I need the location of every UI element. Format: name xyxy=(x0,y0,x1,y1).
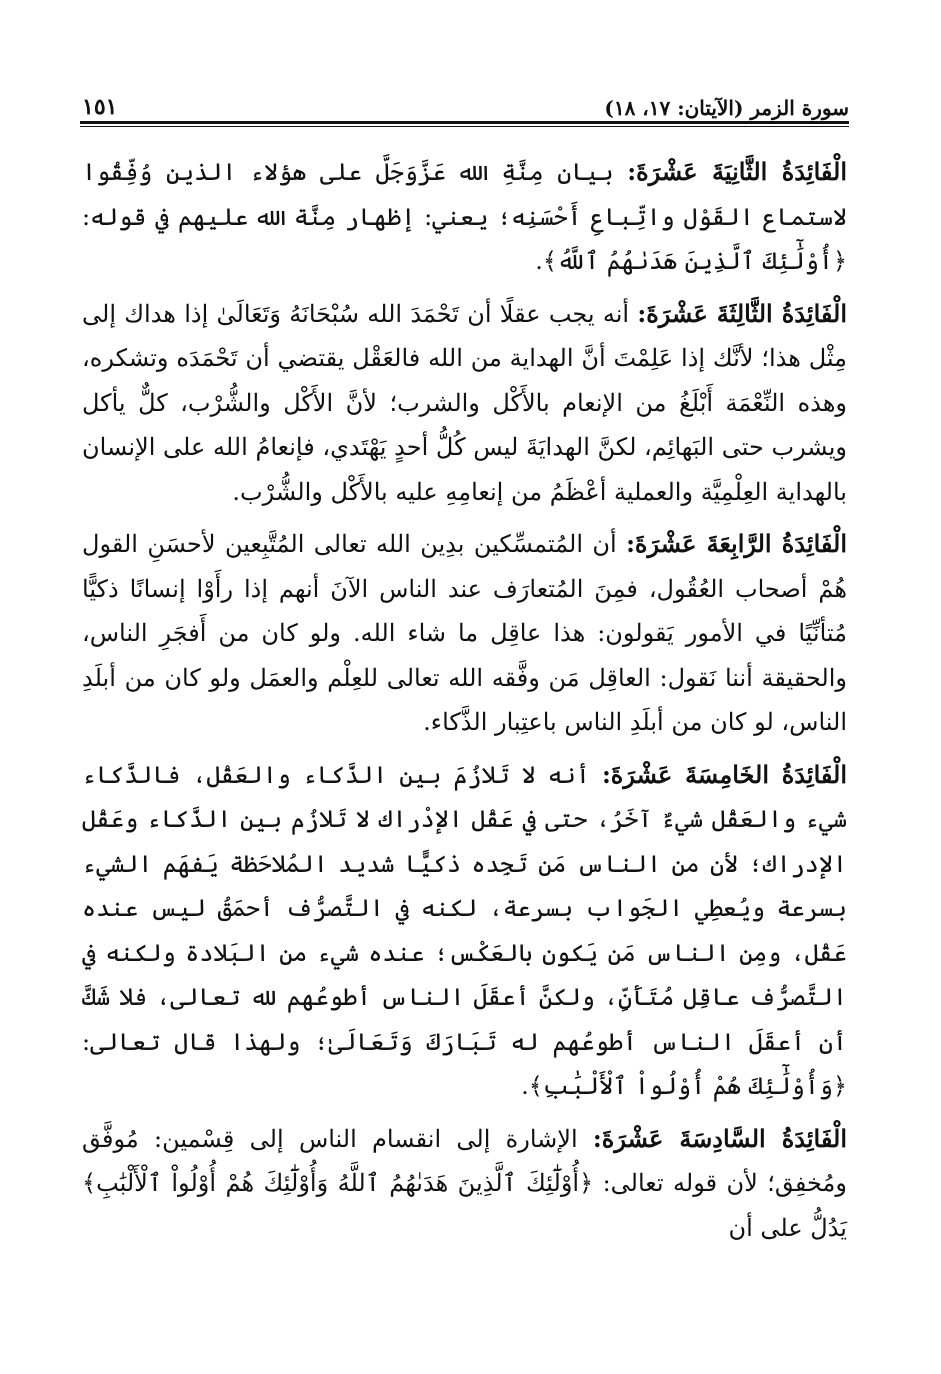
paragraph-heading: الْفَائِدَةُ الرَّابِعَةَ عَشْرَةَ: xyxy=(626,529,848,558)
running-title: سورة الزمر (الآيتان: ١٧، ١٨) xyxy=(604,96,849,120)
paragraph-benefit-14 xyxy=(82,522,847,745)
paragraph-benefit-13 xyxy=(82,292,847,515)
page-header xyxy=(82,86,849,120)
page-body xyxy=(82,150,847,1258)
paragraph-benefit-15 xyxy=(82,753,847,1109)
paragraph-heading: الْفَائِدَةُ الثَّانِيَةَ عَشْرَةَ: xyxy=(627,157,848,186)
paragraph-heading: الْفَائِدَةُ الخَامِسَةَ عَشْرَةَ: xyxy=(601,759,847,789)
paragraph-text: الإشارة إلى انقسام الناس إلى قِسْمين: مُوفَّق ومُخفِق؛ لأن قوله تعالى: ﴿أُوْلَٰٓئِكَ ٱلَّذِينَ هَدَىٰهُمُ ٱللَّهُ وَأُوْلَٰٓئِكَ هُمْ أُوْلُواْ ٱلْأَلْبَٰبِ﴾ يَدُلُّ على أن xyxy=(82,1124,847,1242)
paragraph-benefit-16 xyxy=(82,1117,847,1251)
paragraph-text: بيان مِنَّةِ الله عَزَّوَجَلَّ على هؤلاء الذين وُفِّقُوا لاستماع القَوْل واتِّباعِ أَحْسَنِه؛ يعني: إظهار مِنَّة الله عليهم في قوله: ﴿أُوْلَٰٓئِكَ ٱلَّذِينَ هَدَىٰهُمُ ٱللَّهُ﴾. xyxy=(82,158,847,275)
header-rule xyxy=(80,121,849,124)
paragraph-heading: الْفَائِدَةُ الثَّالِثَةَ عَشْرَةَ: xyxy=(637,298,848,328)
paragraph-text: أنه لا تَلازُمَ بين الذَّكاء والعَقْل، فالذَّكاء شيء والعَقْل شيءٌ آخَرُ، حتى في عَقْل الإدْراك لا تَلازُم بين الذَّكاء وعَقْل الإدراك؛ لأن من الناس مَن تَجِده ذكيًّا شديد المُلاحَظة يَفهَم الشيء بسرعة ويُعطِي الجَواب بسرعة، لكنه في التَّصرُّف أحمَقُ ليس عنده عَقْل، ومِن الناس مَن يَكون بالعَكْس؛ عنده شيء من البَلادة ولكنه في التَّصرُّف عاقِل مُتَأَنٍّ، ولكنَّ أعقَلَ الناس أطوعُهم لله تعالى، فلا شَكَّ أن أعقَلَ الناس أطوعُهم له تَبَارَكَ وَتَعَالَىٰ؛ ولهذا قال تعالى: ﴿وَأُوْلَٰٓئِكَ هُمْ أُوْلُواْ ٱلْأَلْبَٰبِ﴾. xyxy=(82,760,847,1100)
paragraph-text: أن المُتمسِّكين بدِين الله تعالى المُتَّبِعين لأحسَنِ القول هُمْ أصحاب العُقُول، فمِنَ المُتعارَف عند الناس الآنَ أنهم إذا رأَوْا إنسانًا ذكيًّا مُتأنِّيًا في الأمور يَقولون: هذا عاقِل ما شاء الله. ولو كان من أَفجَرِ الناس، والحقيقة أننا نَقول: العاقِل مَن وفَّقه الله تعالى للعِلْم والعمَل ولو كان من أبلَدِ الناس، لو كان من أبلَدِ الناس باعتِبار الذَّكاء. xyxy=(82,530,847,736)
page-number: ١٥١ xyxy=(82,94,118,120)
paragraph-benefit-12 xyxy=(82,150,847,284)
paragraph-heading: الْفَائِدَةُ السَّادِسَةَ عَشْرَةَ: xyxy=(592,1123,847,1153)
header-rule-thin xyxy=(80,126,849,127)
paragraph-text: أنه يجب عقلًا أن تَحْمَدَ الله سُبْحَانَهُ وَتَعَالَىٰ إذا هداك إلى مِثْل هذا؛ لأنَّك إذا عَلِمْتَ أنَّ الهداية من الله فالعَقْل يقتضي أن تَحْمَدَه وتشكره، وهذه النِّعْمَة أَبْلَغُ من الإنعام بالأَكْل والشرب؛ لأنَّ الأَكْل والشُّرْب، كلٌّ يأكل ويشرب حتى البَهائِم، لكنَّ الهدايَةَ ليس كُلُّ أحدٍ يَهْتَدي، فإنعامُ الله على الإنسان بالهداية العِلْمِيَّة والعملية أعْظَمُ من إنعامِهِ عليه بالأَكْل والشُّرْب. xyxy=(82,299,848,506)
